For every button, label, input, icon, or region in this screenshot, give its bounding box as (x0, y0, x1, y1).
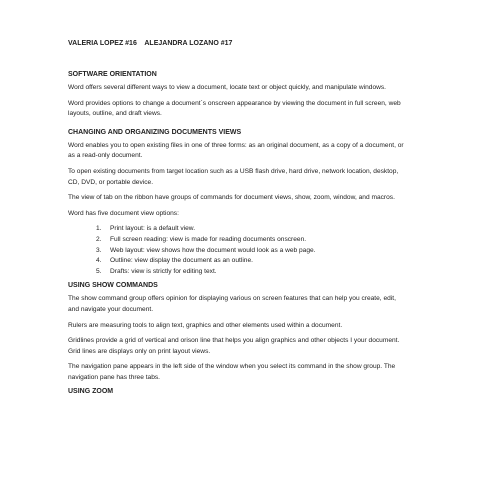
list-item (96, 256, 408, 267)
list-item (96, 235, 408, 246)
list-text: Web layout: view shows how the document would look as a web page. (110, 246, 316, 254)
list-item (96, 267, 408, 278)
paragraph: Word provides options to change a document´s onscreen appearance by viewing the document in full screen, web layouts, outline, and draft views. (68, 99, 401, 118)
list-number: 2. (96, 235, 102, 243)
paragraph: Rulers are measuring tools to align text, graphics and other elements used within a document. (68, 321, 343, 329)
heading-changing-views: CHANGING AND ORGANIZING DOCUMENTS VIEWS (68, 128, 242, 136)
list-text: Drafts: view is strictly for editing text. (110, 267, 217, 275)
list-number: 3. (96, 246, 102, 254)
heading-show-commands: USING SHOW COMMANDS (68, 282, 158, 290)
paragraph: Word has five document view options: (68, 209, 179, 217)
paragraph: The navigation pane appears in the left side of the window when you select its command in the show group. The navigation pane has three tabs. (68, 363, 396, 381)
paragraph: Gridlines provide a grid of vertical and orison line that helps you align graphics and other objects I your document. Grid lines are displays only on print layout views. (68, 337, 400, 355)
list-item (96, 224, 408, 235)
list-item (96, 246, 408, 257)
list-number: 1. (96, 225, 102, 233)
list-text: Outline: view display the document as an outline. (110, 257, 253, 265)
view-options-list (68, 224, 408, 277)
list-number: 5. (96, 267, 102, 275)
heading-using-zoom: USING ZOOM (68, 388, 114, 396)
paragraph: Word enables you to open existing files in one of three forms: as an original document, as a copy of a document, or as a read-only document. (68, 141, 404, 160)
heading-software-orientation: SOFTWARE ORIENTATION (68, 71, 157, 78)
list-number: 4. (96, 257, 102, 265)
paragraph: To open existing documents from target location such as a USB flash drive, hard drive, network location, desktop, CD, DVD, or portable device. (68, 167, 399, 186)
paragraph: The view of tab on the ribbon have groups of commands for document views, show, zoom, window, and macros. (68, 194, 395, 202)
list-text: Full screen reading: view is made for reading documents onscreen. (110, 235, 307, 243)
paragraph: Word offers several different ways to view a document, locate text or object quickly, and manipulate windows. (68, 84, 387, 91)
list-text: Print layout: is a default view. (110, 225, 196, 233)
author-line: VALERIA LOPEZ #16 ALEJANDRA LOZANO #17 (68, 40, 233, 47)
document-page (68, 40, 408, 400)
paragraph: The show command group offers opinion for displaying various on screen features that can help you create, edit, and navigate your document. (68, 295, 396, 313)
